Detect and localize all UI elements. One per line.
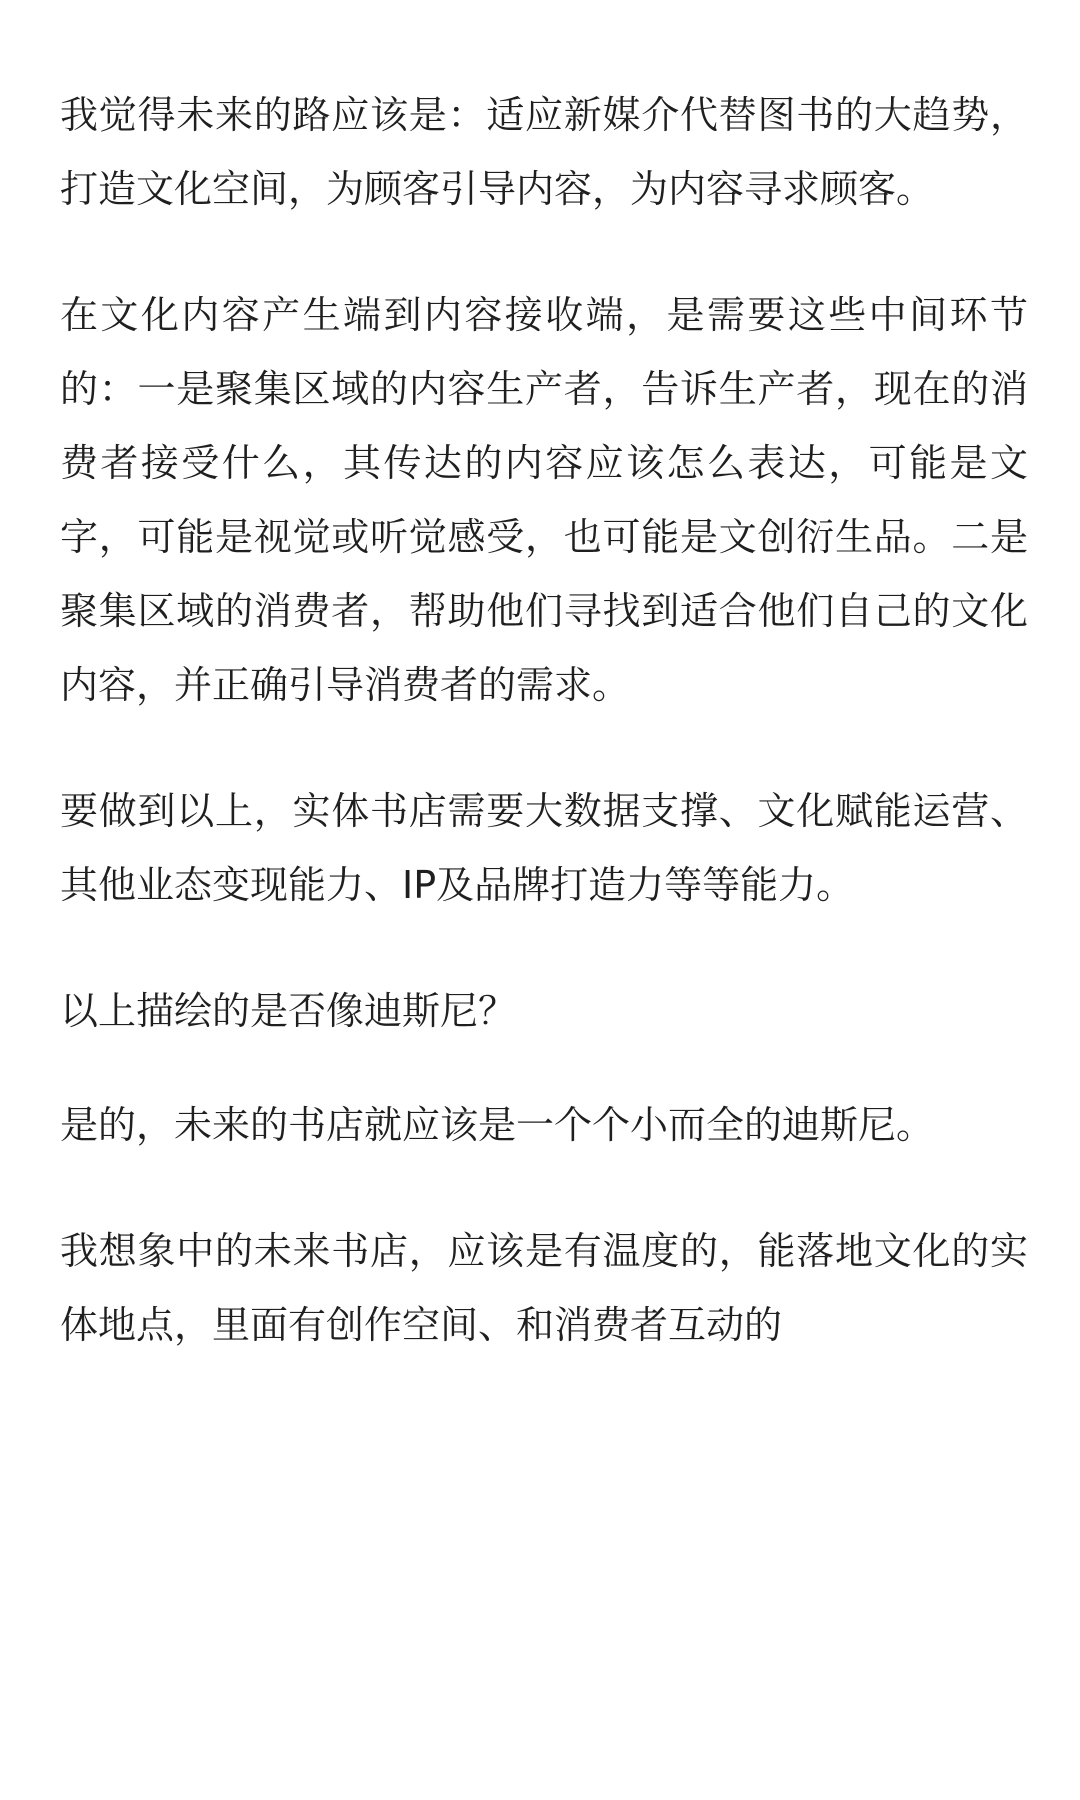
paragraph-imagined-bookstore: 我想象中的未来书店，应该是有温度的，能落地文化的实体地点，里面有创作空间、和消费者互动的	[60, 1229, 1028, 1347]
paragraph-future-path: 我觉得未来的路应该是：适应新媒介代替图书的大趋势，打造文化空间，为顾客引导内容，为内容寻求顾客。	[60, 93, 1028, 211]
paragraph-disney-question: 以上描绘的是否像迪斯尼？	[60, 989, 517, 1033]
paragraph-disney-answer: 是的，未来的书店就应该是一个个小而全的迪斯尼。	[60, 1103, 935, 1147]
paragraph-bookstore-capabilities: 要做到以上，实体书店需要大数据支撑、文化赋能运营、其他业态变现能力、IP及品牌打造力等等能力。	[60, 789, 1028, 907]
article-body	[60, 78, 1028, 1414]
paragraph-intermediate-links: 在文化内容产生端到内容接收端，是需要这些中间环节的：一是聚集区域的内容生产者，告诉生产者，现在的消费者接受什么，其传达的内容应该怎么表达，可能是文字，可能是视觉或听觉感受，也可能是文创衍生品。二是聚集区域的消费者，帮助他们寻找到适合他们自己的文化内容，并正确引导消费者的需求。	[60, 293, 1028, 707]
